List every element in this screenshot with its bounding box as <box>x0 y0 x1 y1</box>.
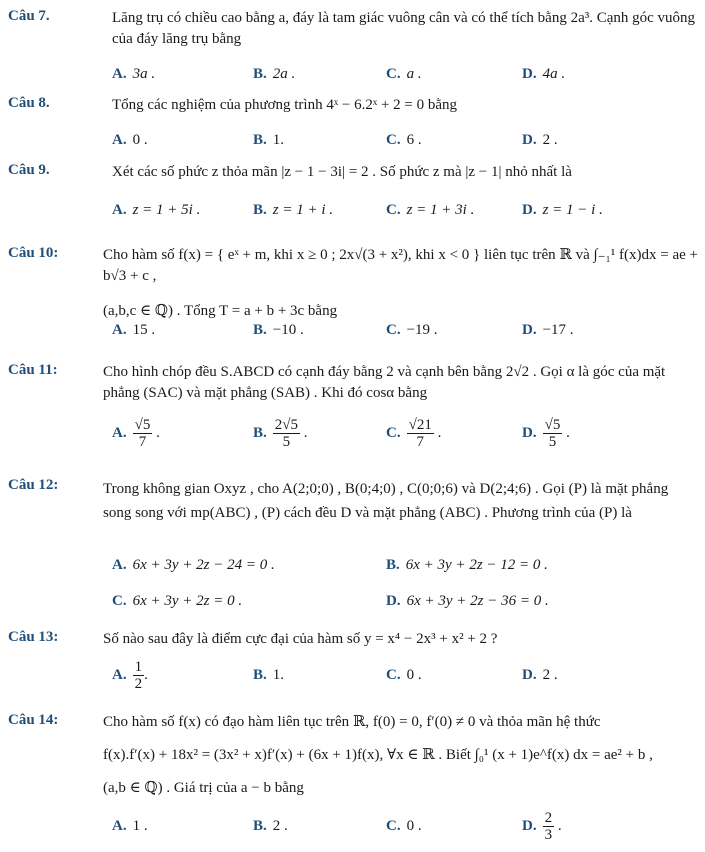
option-a[interactable]: A. 6x + 3y + 2z − 24 = 0 . <box>112 557 275 573</box>
option-d[interactable]: D. 2 . <box>522 132 558 148</box>
question-text: Xét các số phức z thỏa mãn |z − 1 − 3i| = 2 . Số phức z mà |z − 1| nhỏ nhất là <box>112 164 572 180</box>
question-text: Số nào sau đây là điểm cực đại của hàm số y = x⁴ − 2x³ + x² + 2 ? <box>103 631 498 647</box>
question-text: Tổng các nghiệm của phương trình 4ˣ − 6.2ˣ + 2 = 0 bằng <box>112 97 458 113</box>
option-a[interactable]: A. 3a . <box>112 66 156 82</box>
question-label: Câu 9. <box>8 162 50 178</box>
option-d[interactable]: D. 6x + 3y + 2z − 36 = 0 . <box>386 593 549 609</box>
question-text-line1: Cho hàm số f(x) = { eˣ + m, khi x ≥ 0 ; 2x√(3 + x²), khi x < 0 } liên tục trên ℝ và ∫₋₁¹ f(x)dx = ae + b√3 + c , <box>103 247 698 284</box>
option-b[interactable]: B. 6x + 3y + 2z − 12 = 0 . <box>386 557 548 573</box>
option-b[interactable]: B. 2 . <box>253 818 288 834</box>
option-d[interactable]: D. $\frac{2}{3}$ . <box>522 810 562 843</box>
option-b[interactable]: B. 1. <box>253 667 285 683</box>
question-label: Câu 13: <box>8 629 59 645</box>
option-a[interactable]: A. 1 . <box>112 818 148 834</box>
option-b[interactable]: B. 1. <box>253 132 285 148</box>
option-c[interactable]: C. 0 . <box>386 667 422 683</box>
option-a[interactable]: A. $\frac{√5}{7}$ . <box>112 417 160 450</box>
option-c[interactable]: C. 6 . <box>386 132 422 148</box>
question-label: Câu 8. <box>8 95 50 111</box>
option-b[interactable]: B. $\frac{2√5}{5}$ . <box>253 417 308 450</box>
option-b[interactable]: B. 2a . <box>253 66 296 82</box>
question-label: Câu 12: <box>8 477 59 493</box>
option-d[interactable]: D. z = 1 − i . <box>522 202 603 218</box>
question-text-line2: f(x).f′(x) + 18x² = (3x² + x)f′(x) + (6x + 1)f(x), ∀x ∈ ℝ . Biết ∫₀¹ (x + 1)e^f(x) dx = ae² + b , <box>103 747 653 763</box>
question-label: Câu 14: <box>8 712 59 728</box>
question-text-line3: (a,b ∈ ℚ) . Giá trị của a − b bằng <box>103 780 304 796</box>
option-c[interactable]: C. −19 . <box>386 322 438 338</box>
option-d[interactable]: D. 2 . <box>522 667 558 683</box>
option-d[interactable]: D. 4a . <box>522 66 566 82</box>
option-a[interactable]: A. 15 . <box>112 322 156 338</box>
question-text-line2: (a,b,c ∈ ℚ) . Tổng T = a + b + 3c bằng <box>103 303 338 319</box>
option-b[interactable]: B. z = 1 + i . <box>253 202 334 218</box>
option-c[interactable]: C. $\frac{√21}{7}$ . <box>386 417 442 450</box>
option-b[interactable]: B. −10 . <box>253 322 304 338</box>
question-label: Câu 10: <box>8 245 59 261</box>
option-a[interactable]: A. z = 1 + 5i . <box>112 202 201 218</box>
question-text: Cho hình chóp đều S.ABCD có cạnh đáy bằng 2 và cạnh bên bằng 2√2 . Gọi α là góc của mặt phẳng (SAC) và mặt phẳng (SAB) . Khi đó cosα bằng <box>103 364 666 401</box>
option-c[interactable]: C. 6x + 3y + 2z = 0 . <box>112 593 243 609</box>
question-label: Câu 7. <box>8 8 50 24</box>
option-a[interactable]: A. $\frac{1}{2}$ . <box>112 659 148 692</box>
option-a[interactable]: A. 0 . <box>112 132 148 148</box>
question-text: Lăng trụ có chiều cao bằng a, đáy là tam giác vuông cân và có thể tích bằng 2a³. Cạnh góc vuông của đáy lăng trụ bằng <box>112 10 696 47</box>
question-text: Trong không gian Oxyz , cho A(2;0;0) , B(0;4;0) , C(0;0;6) và D(2;4;6) . Gọi (P) là mặt phẳng song song với mp(ABC) , (P) cách đều D và mặt phẳng (ABC) . Phương trình của (P) là <box>103 481 669 521</box>
question-text-line1: Cho hàm số f(x) có đạo hàm liên tục trên ℝ, f(0) = 0, f′(0) ≠ 0 và thỏa mãn hệ thức <box>103 714 601 730</box>
option-d[interactable]: D. −17 . <box>522 322 574 338</box>
option-c[interactable]: C. 0 . <box>386 818 422 834</box>
option-d[interactable]: D. $\frac{√5}{5}$ . <box>522 417 570 450</box>
option-c[interactable]: C. z = 1 + 3i . <box>386 202 475 218</box>
question-label: Câu 11: <box>8 362 58 378</box>
option-c[interactable]: C. a . <box>386 66 422 82</box>
